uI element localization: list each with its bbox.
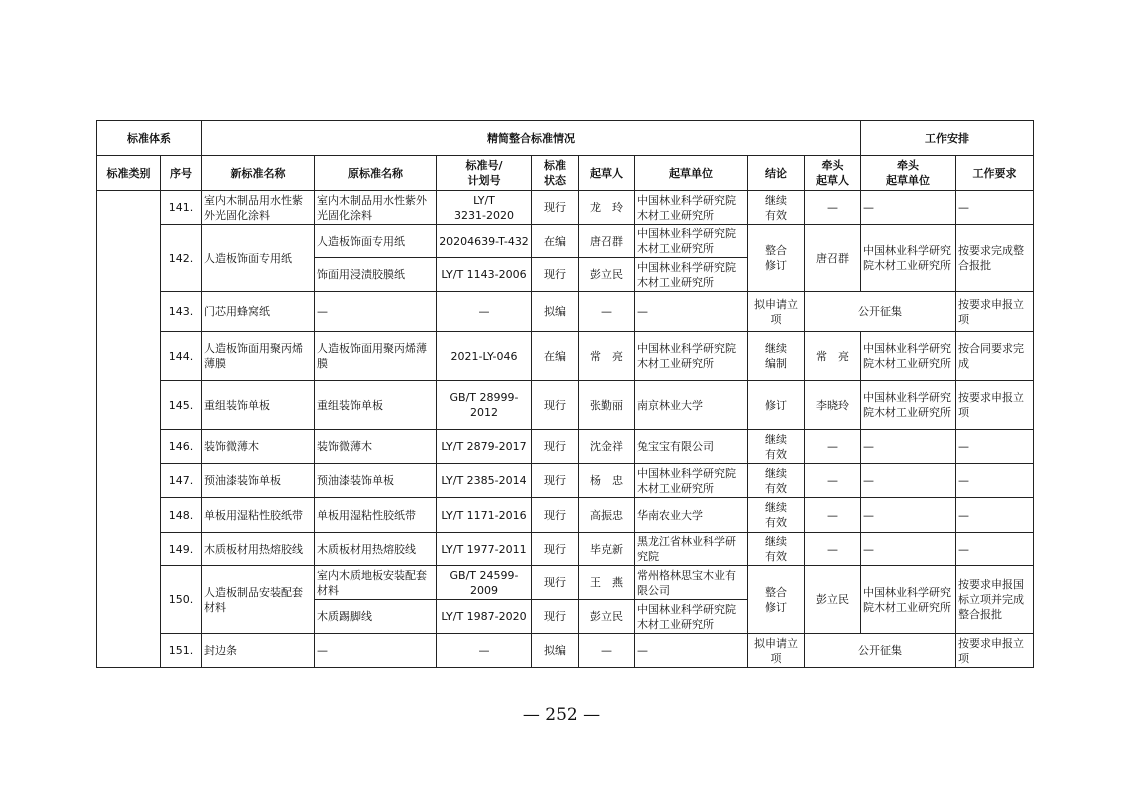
column-header: 标准类别 [97,156,161,191]
status-cell: 现行 [532,566,579,600]
unit-cell: — [635,292,748,332]
std-no-cell: LY/T 1987-2020 [437,600,532,634]
lead-unit-cell: — [861,533,956,566]
column-header: 结论 [748,156,805,191]
table-row [97,498,1034,533]
orig-name-cell: — [315,634,437,668]
table-row [97,191,1034,225]
standards-table [96,120,1034,668]
lead-unit-cell: — [861,498,956,533]
std-no-cell: LY/T 2879-2017 [437,430,532,464]
requirement-cell: 按要求申报国标立项并完成整合报批 [956,566,1034,634]
unit-cell: 黑龙江省林业科学研究院 [635,533,748,566]
new-name-cell: 人造板饰面用聚丙烯薄膜 [202,332,315,381]
lead-unit-cell: — [861,430,956,464]
std-no-cell: LY/T 1143-2006 [437,258,532,292]
status-cell: 现行 [532,600,579,634]
lead-drafter-cell: — [805,533,861,566]
new-name-cell: 封边条 [202,634,315,668]
group-header-row [97,121,1034,156]
new-name-cell: 重组装饰单板 [202,381,315,430]
seq-cell: 146. [161,430,202,464]
drafter-cell: 王 燕 [579,566,635,600]
conclusion-cell: 整合 修订 [748,566,805,634]
lead-drafter-cell: 常 亮 [805,332,861,381]
orig-name-cell: 饰面用浸渍胶膜纸 [315,258,437,292]
std-no-cell: GB/T 28999-2012 [437,381,532,430]
lead-drafter-cell: — [805,430,861,464]
column-header: 起草人 [579,156,635,191]
status-cell: 现行 [532,498,579,533]
orig-name-cell: 人造板饰面用聚丙烯薄膜 [315,332,437,381]
lead-unit-cell: 中国林业科学研究院木材工业研究所 [861,381,956,430]
orig-name-cell: 装饰微薄木 [315,430,437,464]
lead-unit-cell: — [861,191,956,225]
column-header: 原标准名称 [315,156,437,191]
lead-unit-cell: 中国林业科学研究院木材工业研究所 [861,332,956,381]
drafter-cell: — [579,292,635,332]
status-cell: 在编 [532,332,579,381]
column-header: 标准号/ 计划号 [437,156,532,191]
lead-cell: 公开征集 [805,634,956,668]
status-cell: 拟编 [532,292,579,332]
new-name-cell: 人造板饰面专用纸 [202,225,315,292]
conclusion-cell: 继续 有效 [748,498,805,533]
std-no-cell: LY/T 1171-2016 [437,498,532,533]
drafter-cell: — [579,634,635,668]
drafter-cell: 高振忠 [579,498,635,533]
unit-cell: — [635,634,748,668]
status-cell: 现行 [532,191,579,225]
status-cell: 现行 [532,430,579,464]
conclusion-cell: 继续 有效 [748,464,805,498]
status-cell: 现行 [532,381,579,430]
std-no-cell: 20204639-T-432 [437,225,532,258]
column-header: 牵头 起草单位 [861,156,956,191]
conclusion-cell: 继续 有效 [748,191,805,225]
std-no-cell: — [437,292,532,332]
unit-cell: 中国林业科学研究院木材工业研究所 [635,191,748,225]
new-name-cell: 木质板材用热熔胶线 [202,533,315,566]
std-no-cell: LY/T 2385-2014 [437,464,532,498]
table-row [97,381,1034,430]
lead-drafter-cell: — [805,464,861,498]
lead-drafter-cell: — [805,498,861,533]
unit-cell: 中国林业科学研究院木材工业研究所 [635,332,748,381]
seq-cell: 149. [161,533,202,566]
requirement-cell: — [956,191,1034,225]
table-row [97,464,1034,498]
table-row [97,332,1034,381]
requirement-cell: 按合同要求完成 [956,332,1034,381]
drafter-cell: 龙 玲 [579,191,635,225]
standard-category-cell [97,191,161,668]
new-name-cell: 人造板制品安装配套材料 [202,566,315,634]
seq-cell: 145. [161,381,202,430]
std-no-cell: — [437,634,532,668]
drafter-cell: 张勤丽 [579,381,635,430]
table-row [97,292,1034,332]
requirement-cell: 按要求申报立项 [956,634,1034,668]
drafter-cell: 沈金祥 [579,430,635,464]
lead-unit-cell: 中国林业科学研究院木材工业研究所 [861,566,956,634]
requirement-cell: — [956,430,1034,464]
column-header: 牵头 起草人 [805,156,861,191]
lead-drafter-cell: 彭立民 [805,566,861,634]
table-row [97,566,1034,600]
seq-cell: 141. [161,191,202,225]
column-header: 工作要求 [956,156,1034,191]
orig-name-cell: 单板用湿粘性胶纸带 [315,498,437,533]
table-row [97,634,1034,668]
unit-cell: 中国林业科学研究院木材工业研究所 [635,464,748,498]
std-no-cell: LY/T 1977-2011 [437,533,532,566]
std-no-cell: 2021-LY-046 [437,332,532,381]
requirement-cell: — [956,464,1034,498]
drafter-cell: 彭立民 [579,258,635,292]
unit-cell: 中国林业科学研究院木材工业研究所 [635,600,748,634]
new-name-cell: 预油漆装饰单板 [202,464,315,498]
group-header: 工作安排 [861,121,1034,156]
orig-name-cell: 室内木制品用水性紫外光固化涂料 [315,191,437,225]
column-header: 序号 [161,156,202,191]
requirement-cell: 按要求申报立项 [956,381,1034,430]
lead-drafter-cell: — [805,191,861,225]
conclusion-cell: 修订 [748,381,805,430]
conclusion-cell: 整合 修订 [748,225,805,292]
requirement-cell: 按要求申报立项 [956,292,1034,332]
drafter-cell: 唐召群 [579,225,635,258]
group-header: 精简整合标准情况 [202,121,861,156]
group-header: 标准体系 [97,121,202,156]
status-cell: 拟编 [532,634,579,668]
seq-cell: 147. [161,464,202,498]
seq-cell: 143. [161,292,202,332]
table-row [97,225,1034,258]
unit-cell: 中国林业科学研究院木材工业研究所 [635,258,748,292]
status-cell: 现行 [532,258,579,292]
drafter-cell: 杨 忠 [579,464,635,498]
requirement-cell: — [956,498,1034,533]
lead-unit-cell: — [861,464,956,498]
drafter-cell: 彭立民 [579,600,635,634]
conclusion-cell: 继续 有效 [748,430,805,464]
std-no-cell: LY/T 3231-2020 [437,191,532,225]
seq-cell: 142. [161,225,202,292]
lead-cell: 公开征集 [805,292,956,332]
std-no-cell: GB/T 24599-2009 [437,566,532,600]
column-header: 起草单位 [635,156,748,191]
orig-name-cell: 木质板材用热熔胶线 [315,533,437,566]
orig-name-cell: 木质踢脚线 [315,600,437,634]
seq-cell: 148. [161,498,202,533]
new-name-cell: 单板用湿粘性胶纸带 [202,498,315,533]
table-row [97,533,1034,566]
orig-name-cell: 室内木质地板安装配套材料 [315,566,437,600]
conclusion-cell: 拟申请立 项 [748,292,805,332]
seq-cell: 151. [161,634,202,668]
drafter-cell: 毕克新 [579,533,635,566]
unit-cell: 中国林业科学研究院木材工业研究所 [635,225,748,258]
unit-cell: 常州格林思宝木业有限公司 [635,566,748,600]
lead-drafter-cell: 唐召群 [805,225,861,292]
lead-drafter-cell: 李晓玲 [805,381,861,430]
status-cell: 现行 [532,533,579,566]
conclusion-cell: 继续 编制 [748,332,805,381]
new-name-cell: 装饰微薄木 [202,430,315,464]
orig-name-cell: 重组装饰单板 [315,381,437,430]
unit-cell: 兔宝宝有限公司 [635,430,748,464]
page-number: — 252 — [522,705,601,725]
lead-unit-cell: 中国林业科学研究院木材工业研究所 [861,225,956,292]
requirement-cell: — [956,533,1034,566]
column-header: 新标准名称 [202,156,315,191]
new-name-cell: 室内木制品用水性紫外光固化涂料 [202,191,315,225]
table-row [97,430,1034,464]
orig-name-cell: — [315,292,437,332]
unit-cell: 华南农业大学 [635,498,748,533]
seq-cell: 150. [161,566,202,634]
status-cell: 现行 [532,464,579,498]
new-name-cell: 门芯用蜂窝纸 [202,292,315,332]
unit-cell: 南京林业大学 [635,381,748,430]
seq-cell: 144. [161,332,202,381]
conclusion-cell: 继续 有效 [748,533,805,566]
orig-name-cell: 人造板饰面专用纸 [315,225,437,258]
column-header: 标准 状态 [532,156,579,191]
column-header-row [97,156,1034,191]
status-cell: 在编 [532,225,579,258]
requirement-cell: 按要求完成整合报批 [956,225,1034,292]
conclusion-cell: 拟申请立 项 [748,634,805,668]
orig-name-cell: 预油漆装饰单板 [315,464,437,498]
drafter-cell: 常 亮 [579,332,635,381]
